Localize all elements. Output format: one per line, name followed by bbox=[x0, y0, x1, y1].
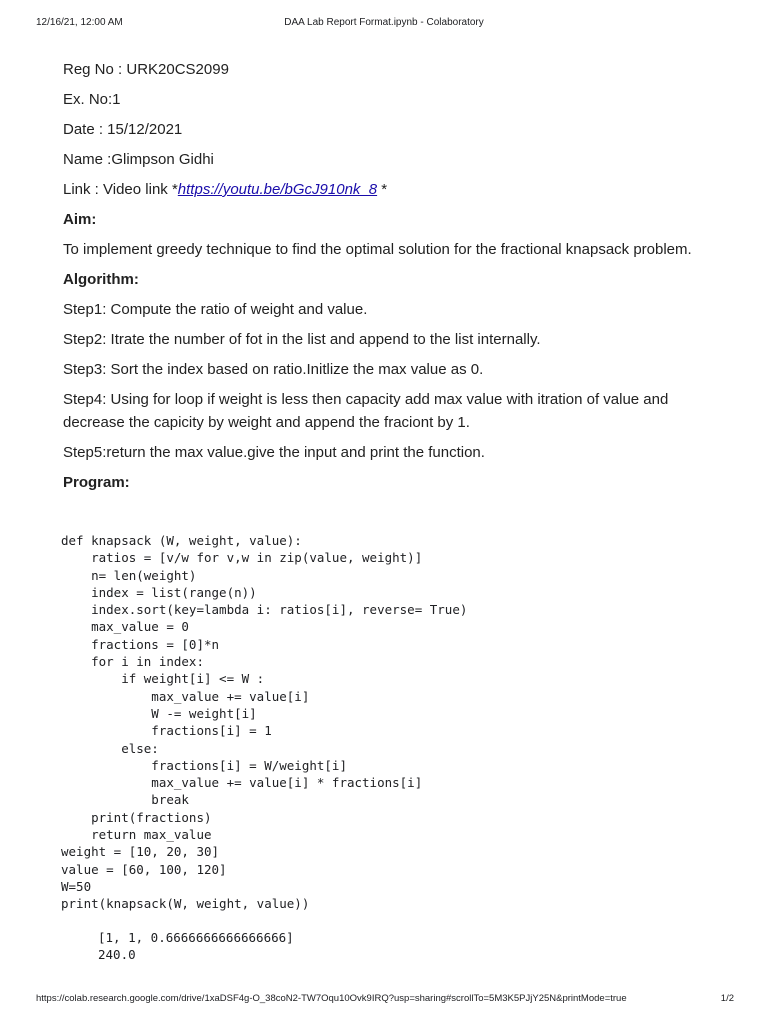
video-link-prefix: Link : Video link * bbox=[63, 181, 178, 198]
print-url: https://colab.research.google.com/drive/1xaDSF4g-O_38coN2-TW7Oqu10Ovk9IRQ?usp=sharing#scrollTo=5M3K5PJjY25N&printMode=true bbox=[36, 993, 627, 1004]
document-title: DAA Lab Report Format.ipynb - Colaboratory bbox=[284, 17, 484, 28]
algorithm-step-3: Step3: Sort the index based on ratio.Initlize the max value as 0. bbox=[63, 361, 484, 378]
report-date: Date : 15/12/2021 bbox=[63, 121, 183, 138]
print-header bbox=[0, 17, 768, 31]
video-link-suffix: * bbox=[377, 181, 388, 198]
video-link[interactable]: https://youtu.be/bGcJ910nk_8 bbox=[177, 181, 378, 198]
report-content bbox=[63, 58, 733, 501]
print-footer bbox=[0, 993, 768, 1007]
code-cell: def knapsack (W, weight, value): ratios = [v/w for v,w in zip(value, weight)] n= len(weight) index = list(range(n)) index.sort(key=lambda i: ratios[i], reverse= True) max_value = 0 fractions = [0]*n for i in index: if weight[i] <= W : max_value += value[i] W -= weight[i] fractions[i] = 1 else: fractions[i] = W/weight[i] max_value += value[i] * fractions[i] break print(fractions) return max_value weight = [10, 20, 30] value = [60, 100, 120] W=50 print(knapsack(W, weight, value)) bbox=[61, 533, 468, 912]
aim-heading: Aim: bbox=[63, 211, 97, 228]
video-link-line bbox=[63, 178, 733, 201]
page-number: 1/2 bbox=[720, 993, 734, 1004]
reg-no: Reg No : URK20CS2099 bbox=[63, 61, 229, 78]
algorithm-step-1: Step1: Compute the ratio of weight and value. bbox=[63, 301, 368, 318]
algorithm-step-4: Step4: Using for loop if weight is less then capacity add max value with itration of value and decrease the capicity by weight and append the fraciont by 1. bbox=[63, 391, 669, 431]
algorithm-step-2: Step2: Itrate the number of fot in the list and append to the list internally. bbox=[63, 331, 541, 348]
print-datetime: 12/16/21, 12:00 AM bbox=[36, 17, 123, 28]
exercise-number: Ex. No:1 bbox=[63, 91, 121, 108]
algorithm-heading: Algorithm: bbox=[63, 271, 139, 288]
program-heading: Program: bbox=[63, 474, 130, 491]
student-name: Name :Glimpson Gidhi bbox=[63, 151, 214, 168]
code-output: [1, 1, 0.6666666666666666] 240.0 bbox=[98, 930, 294, 962]
algorithm-step-5: Step5:return the max value.give the input and print the function. bbox=[63, 444, 485, 461]
aim-text: To implement greedy technique to find the optimal solution for the fractional knapsack problem. bbox=[63, 241, 692, 258]
